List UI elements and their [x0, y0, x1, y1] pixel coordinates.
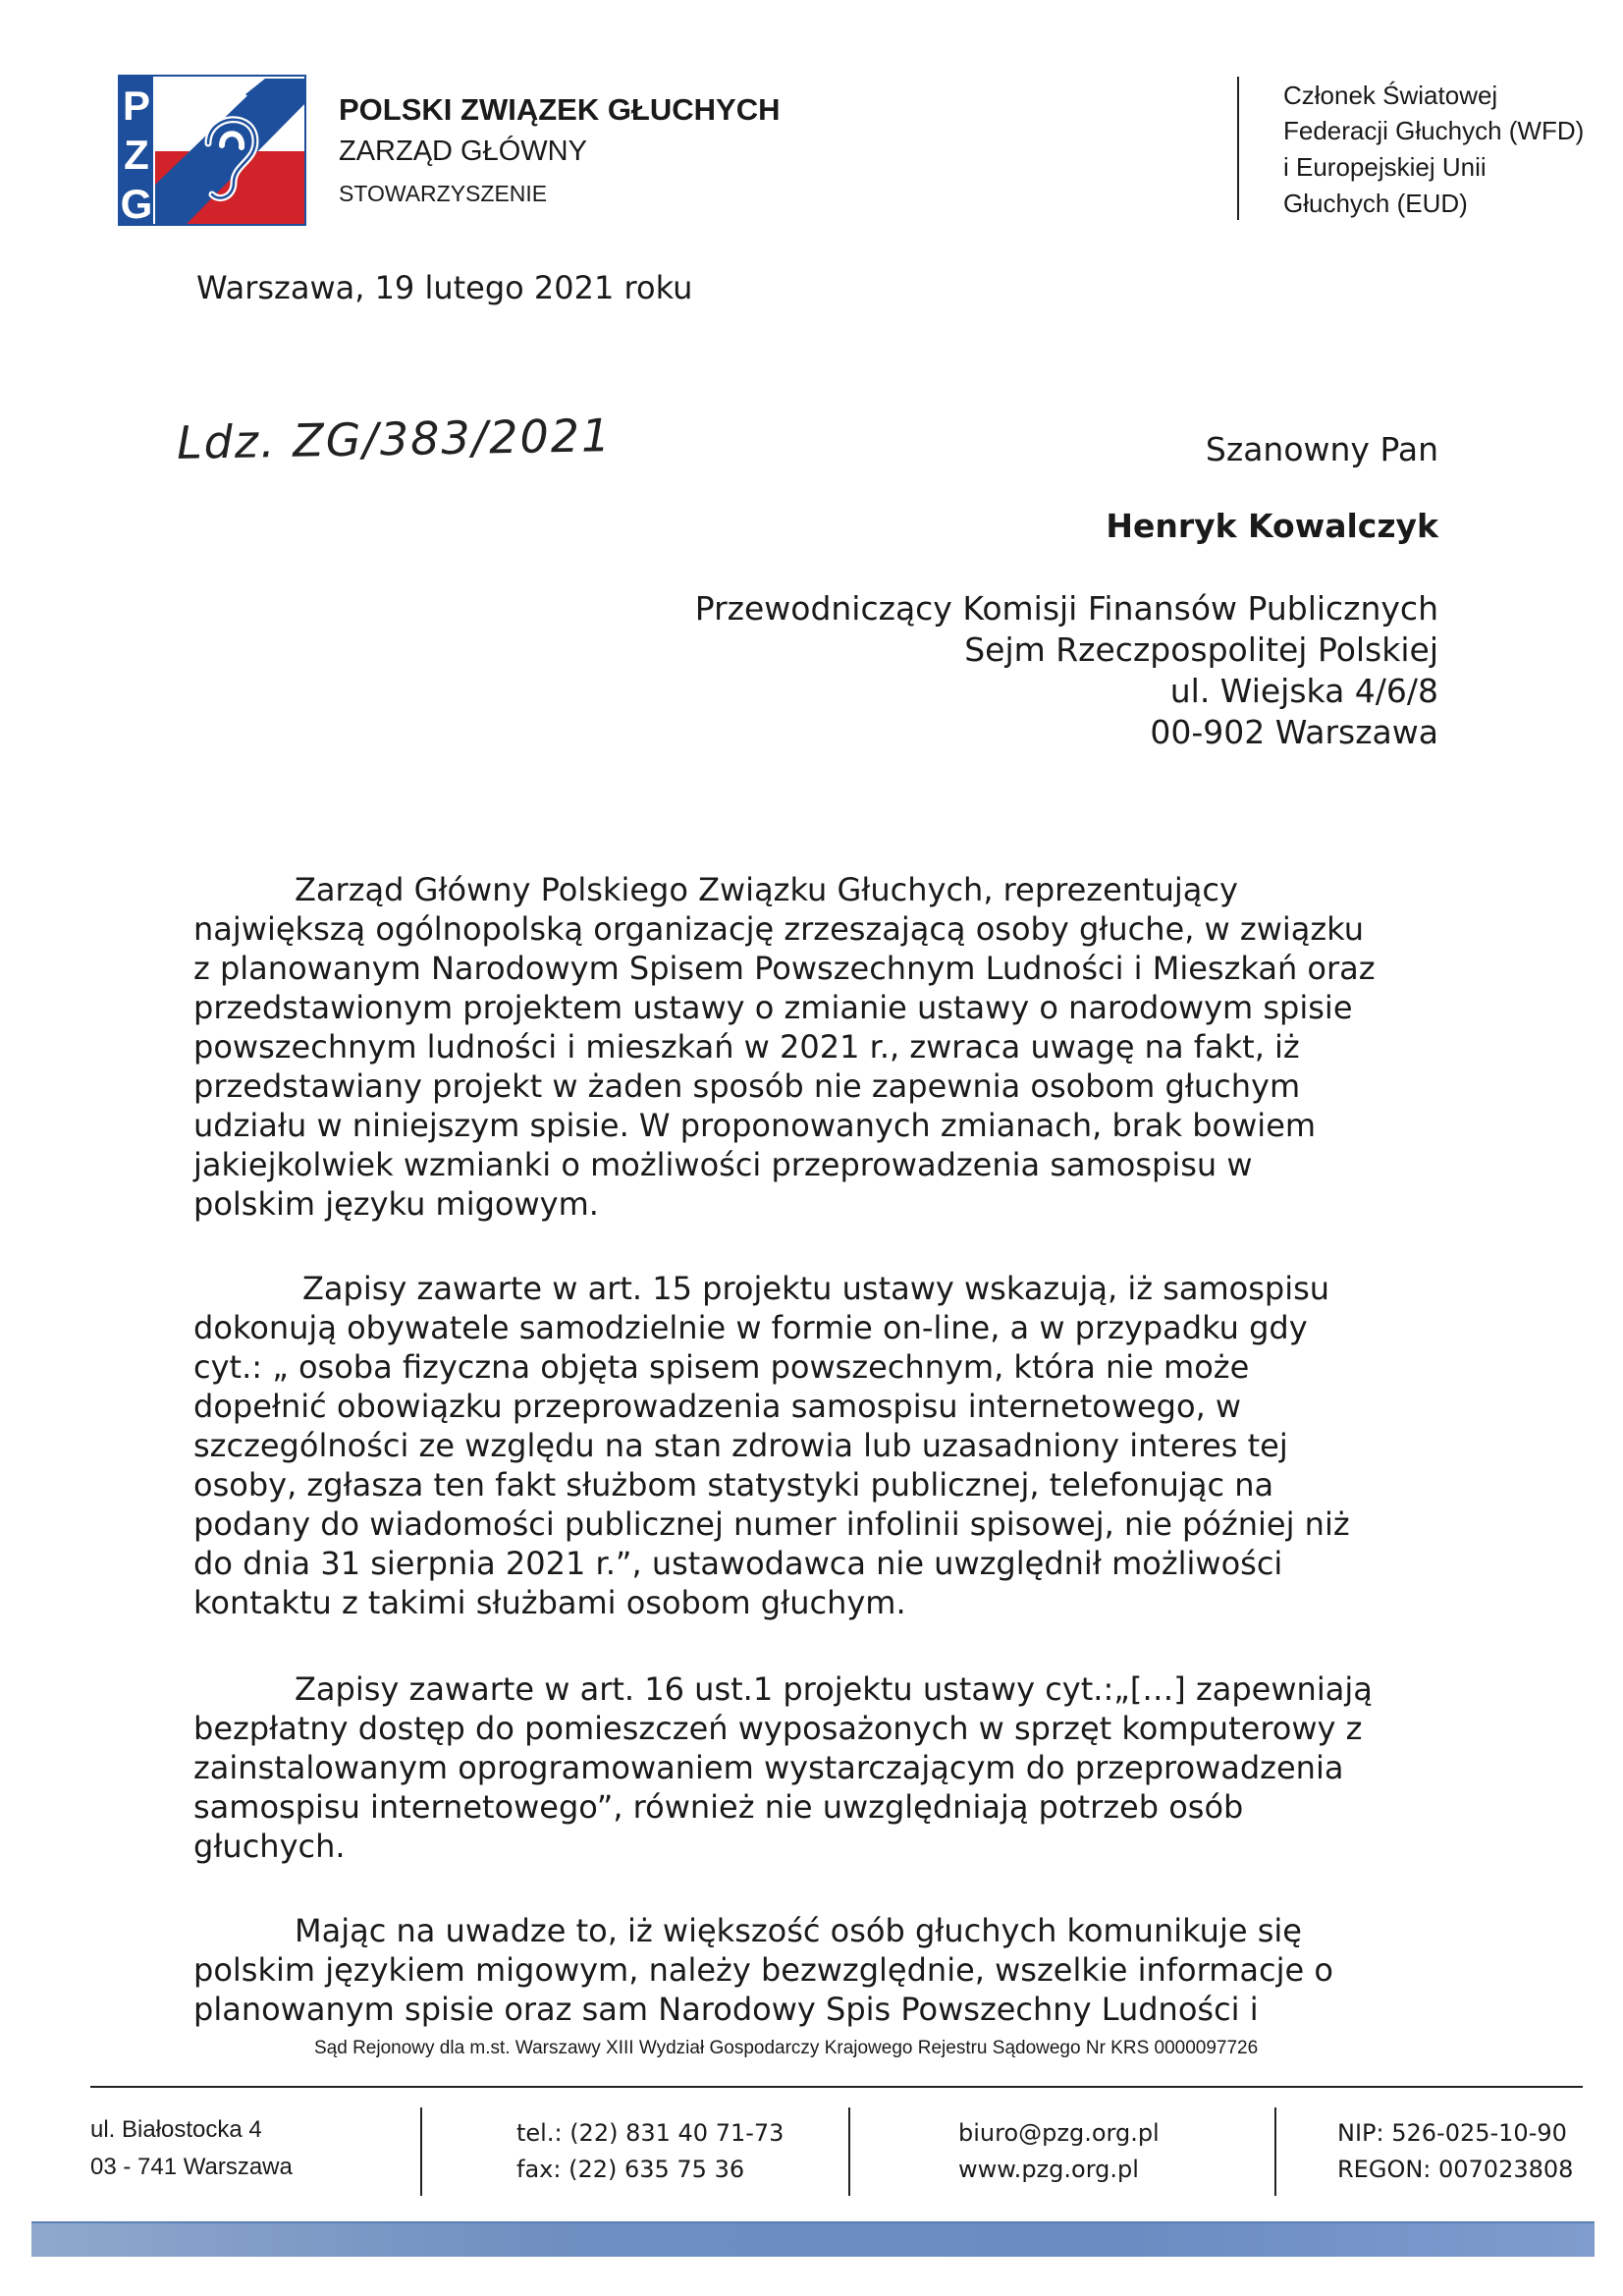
header-divider — [1237, 77, 1239, 220]
paragraph-3-line: samospisu internetowego”, również nie uwzględniają potrzeb osób — [193, 1788, 1244, 1826]
footer-regon: REGON: 007023808 — [1337, 2156, 1574, 2183]
letter-date: Warszawa, 19 lutego 2021 roku — [196, 269, 693, 306]
paragraph-2-line: Zapisy zawarte w art. 15 projektu ustawy wskazują, iż samospisu — [302, 1270, 1330, 1307]
footer-nip: NIP: 526-025-10-90 — [1337, 2119, 1567, 2147]
paragraph-2-line: podany do wiadomości publicznej numer infolinii spisowej, nie później niż — [193, 1505, 1350, 1543]
paragraph-1-line: polskim języku migowym. — [193, 1185, 599, 1223]
membership-line: i Europejskiej Unii — [1283, 152, 1487, 182]
footer-divider — [1274, 2107, 1276, 2196]
recipient-title: Przewodniczący Komisji Finansów Publicznych — [694, 589, 1438, 628]
paragraph-2-line: do dnia 31 sierpnia 2021 r.”, ustawodawca nie uwzględnił możliwości — [193, 1545, 1283, 1582]
footer-phone: tel.: (22) 831 40 71-73 — [516, 2119, 784, 2147]
logo-letter-z: Z — [124, 132, 149, 178]
pzg-logo — [118, 75, 306, 226]
membership-line: Głuchych (EUD) — [1283, 189, 1468, 218]
paragraph-1-line: powszechnym ludności i mieszkań w 2021 r., zwraca uwagę na fakt, iż — [193, 1028, 1300, 1066]
footer-address-street: ul. Białostocka 4 — [90, 2116, 262, 2143]
footer-divider — [420, 2107, 422, 2196]
paragraph-3-line: bezpłatny dostęp do pomieszczeń wyposażonych w sprzęt komputerowy z — [193, 1710, 1363, 1747]
paragraph-2-line: cyt.: „ osoba fizyczna objęta spisem powszechnym, która nie może — [193, 1348, 1250, 1386]
membership-line: Członek Światowej — [1283, 81, 1498, 110]
paragraph-4-line: planowanym spisie oraz sam Narodowy Spis Powszechny Ludności i — [193, 1991, 1259, 2028]
paragraph-2-line: kontaktu z takimi służbami osobom głuchym. — [193, 1584, 906, 1621]
org-board: ZARZĄD GŁÓWNY — [339, 136, 587, 167]
recipient-street: ul. Wiejska 4/6/8 — [1169, 672, 1438, 710]
org-type: STOWARZYSZENIE — [339, 181, 548, 206]
paragraph-2-line: szczególności ze względu na stan zdrowia lub uzasadniony interes tej — [193, 1427, 1288, 1464]
membership-line: Federacji Głuchych (WFD) — [1283, 116, 1585, 145]
paragraph-4-line: polskim językiem migowym, należy bezwzględnie, wszelkie informacje o — [193, 1951, 1333, 1989]
paragraph-3-line: zainstalowanym oprogramowaniem wystarczającym do przeprowadzenia — [193, 1749, 1344, 1786]
org-name: POLSKI ZWIĄZEK GŁUCHYCH — [339, 92, 781, 127]
logo-letter-p: P — [122, 82, 151, 129]
footer-fax: fax: (22) 635 75 36 — [516, 2156, 745, 2183]
court-registration-note: Sąd Rejonowy dla m.st. Warszawy XIII Wydział Gospodarczy Krajowego Rejestru Sądowego Nr KRS 0000097726 — [314, 2038, 1259, 2058]
footer-address-city: 03 - 741 Warszawa — [90, 2154, 293, 2180]
paragraph-3-line: głuchych. — [193, 1828, 346, 1865]
paragraph-1-line: Zarząd Główny Polskiego Związku Głuchych, reprezentujący — [295, 871, 1238, 908]
recipient-name: Henryk Kowalczyk — [1106, 507, 1438, 545]
reference-number-handwritten: Ldz. ZG/383/2021 — [176, 409, 613, 469]
paragraph-1-line: z planowanym Narodowym Spisem Powszechnym Ludności i Mieszkań oraz — [193, 950, 1376, 987]
paragraph-2-line: osoby, zgłasza ten fakt służbom statystyki publicznej, telefonując na — [193, 1466, 1274, 1503]
paragraph-2-line: dopełnić obowiązku przeprowadzenia samospisu internetowego, w — [193, 1388, 1242, 1425]
footer-email-link[interactable]: biuro@pzg.org.pl — [958, 2119, 1160, 2147]
logo-letter-g: G — [120, 181, 153, 226]
paragraph-1-line: jakiejkolwiek wzmianki o możliwości przeprowadzenia samospisu w — [193, 1146, 1253, 1183]
recipient-office: Sejm Rzeczpospolitej Polskiej — [964, 630, 1438, 669]
footer-rule — [90, 2086, 1583, 2088]
paragraph-1-line: udziału w niniejszym spisie. W proponowanych zmianach, brak bowiem — [193, 1107, 1317, 1144]
footer-divider — [848, 2107, 850, 2196]
salutation: Szanowny Pan — [1205, 430, 1438, 468]
paragraph-4-line: Mając na uwadze to, iż większość osób głuchych komunikuje się — [295, 1912, 1302, 1949]
paragraph-1-line: największą ogólnopolską organizację zrzeszającą osoby głuche, w związku — [193, 910, 1364, 948]
paragraph-3-line: Zapisy zawarte w art. 16 ust.1 projektu ustawy cyt.:„[…] zapewniają — [295, 1670, 1373, 1708]
recipient-city: 00-902 Warszawa — [1150, 713, 1438, 751]
paragraph-2-line: dokonują obywatele samodzielnie w formie on-line, a w przypadku gdy — [193, 1309, 1308, 1346]
footer-color-bar — [31, 2221, 1595, 2257]
paragraph-1-line: przedstawiany projekt w żaden sposób nie zapewnia osobom głuchym — [193, 1067, 1301, 1105]
paragraph-1-line: przedstawionym projektem ustawy o zmianie ustawy o narodowym spisie — [193, 989, 1353, 1026]
footer-website-link[interactable]: www.pzg.org.pl — [958, 2156, 1139, 2183]
